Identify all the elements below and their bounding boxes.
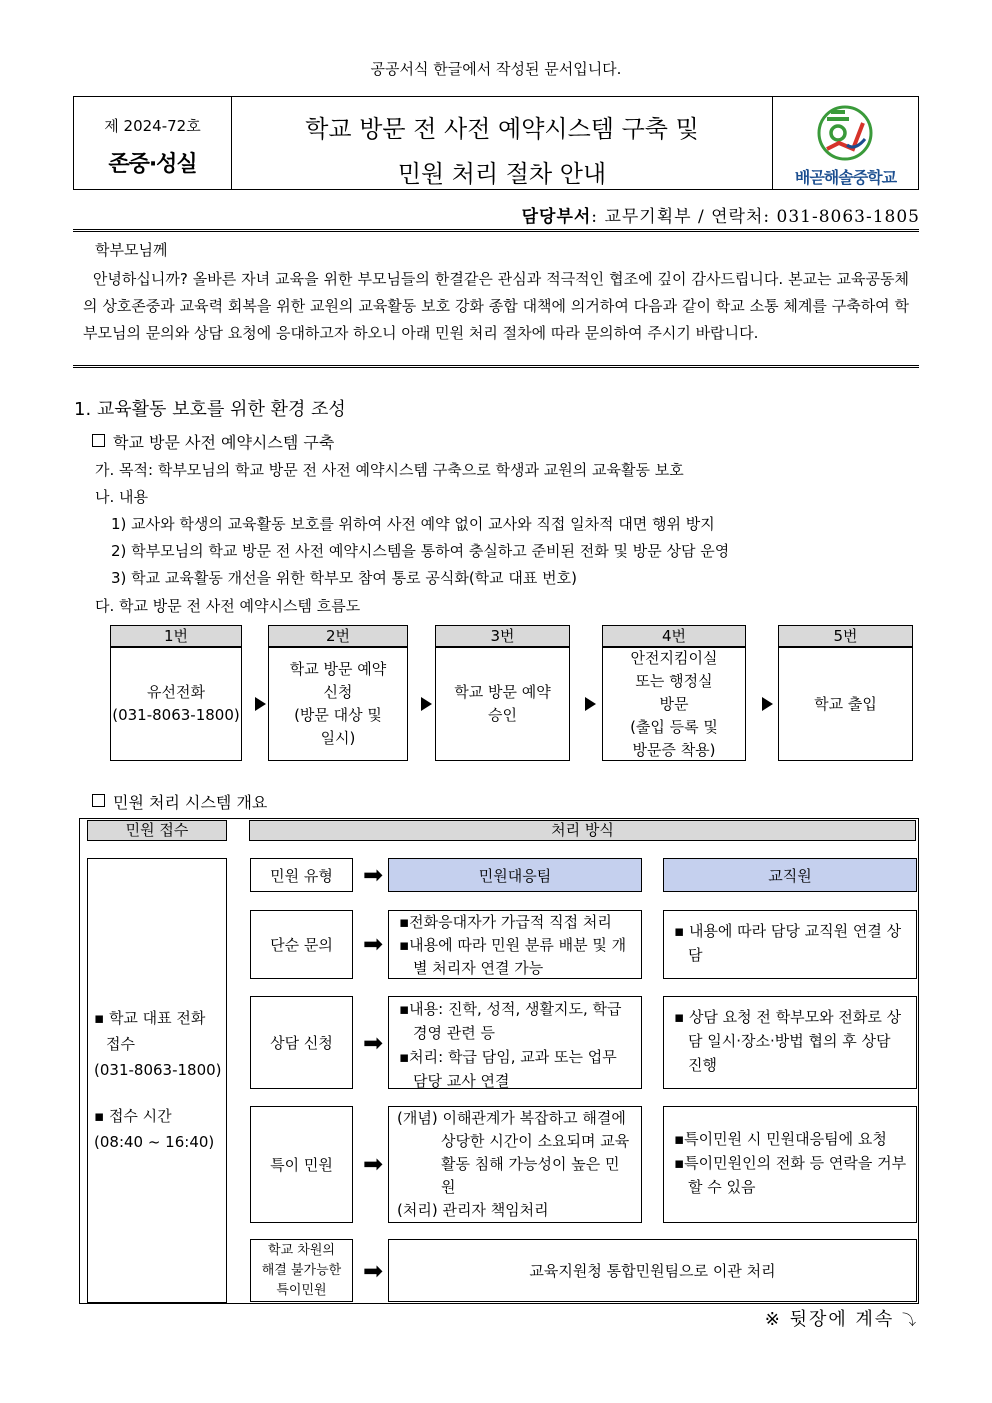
flow-step-1-head: 1번 bbox=[110, 625, 242, 647]
content-item-3: 3) 학교 교육활동 개선을 위한 학부모 참여 통로 공식화(학교 대표 번호) bbox=[111, 569, 578, 587]
row-type: 상담 신청 bbox=[250, 996, 353, 1089]
flow-line: (방문 대상 및 bbox=[294, 706, 382, 724]
team-item: 처리: 학급 담임, 교과 또는 업무 담당 교사 연결 bbox=[409, 1048, 617, 1090]
col-type-head: 민원 유형 bbox=[250, 858, 353, 892]
row-team bbox=[388, 1106, 642, 1223]
intro-paragraph bbox=[83, 266, 909, 347]
flow-line: 유선전화 bbox=[147, 683, 205, 701]
flow-arrow-icon bbox=[762, 697, 773, 711]
flow-step-5 bbox=[778, 647, 913, 761]
staff-item: 특이민원인의 전화 등 연락을 거부할 수 있음 bbox=[684, 1154, 907, 1196]
reception-line: 접수 bbox=[106, 1035, 135, 1053]
intro-box bbox=[73, 229, 919, 368]
section-1-title: 1. 교육활동 보호를 위한 환경 조성 bbox=[74, 399, 346, 420]
flow-step-1 bbox=[110, 647, 242, 761]
flow-line: 신청 bbox=[323, 683, 353, 701]
team-item: 전화응대자가 가급적 직접 처리 bbox=[409, 913, 612, 931]
title-line-2: 민원 처리 절차 안내 bbox=[397, 160, 607, 188]
school-name: 배곧해솔중학교 bbox=[794, 168, 897, 187]
greeting: 학부모님께 bbox=[95, 241, 168, 259]
flow-step-3 bbox=[435, 647, 570, 761]
reception-box bbox=[87, 858, 227, 1303]
flow-step-3-head: 3번 bbox=[435, 625, 570, 647]
flow-step-4 bbox=[602, 647, 746, 761]
header-left-cell bbox=[74, 97, 232, 189]
reception-line: 학교 대표 전화 bbox=[108, 1009, 206, 1027]
flow-step-2-head: 2번 bbox=[268, 625, 408, 647]
title-line-1: 학교 방문 전 사전 예약시스템 구축 및 bbox=[305, 115, 699, 143]
team-item: 내용: 진학, 성적, 생활지도, 학급 경영 관련 등 bbox=[409, 1000, 622, 1042]
checkbox-square-icon bbox=[92, 794, 105, 807]
flow-line: 안전지킴이실 bbox=[630, 648, 718, 667]
sub2-title bbox=[92, 790, 267, 813]
sub1-title bbox=[92, 430, 334, 453]
col-staff-head: 교직원 bbox=[663, 858, 917, 892]
row-staff: ▪ 내용에 따라 담당 교직원 연결 상담 bbox=[663, 910, 917, 979]
flow-step-5-head: 5번 bbox=[778, 625, 913, 647]
reception-head: 민원 접수 bbox=[87, 820, 227, 841]
staff-item: 특이민원 시 민원대응팀에 요청 bbox=[684, 1130, 887, 1148]
reception-text: ▪ 학교 대표 전화 접수 (031-8063-1800) ▪ 접수 시간 (08:40 ~ 16:40) bbox=[94, 1005, 222, 1155]
dept-label: 담당부서 bbox=[521, 207, 592, 227]
school-logo-icon bbox=[813, 103, 877, 163]
flow-line: 학교 방문 예약 bbox=[454, 683, 551, 701]
team-item: 내용에 따라 민원 분류 배분 및 개별 처리자 연결 가능 bbox=[409, 936, 627, 977]
arrow-right-icon: ➡ bbox=[363, 1029, 384, 1057]
continue-text: ※ 뒷장에 계속 bbox=[764, 1309, 895, 1330]
top-note: 공공서식 한글에서 작성된 문서입니다. bbox=[370, 60, 622, 78]
team-item: (처리) 관리자 책임처리 bbox=[397, 1201, 549, 1219]
content-item-1: 1) 교사와 학생의 교육활동 보호를 위하여 사전 예약 없이 교사와 직접 일차적 대면 행위 방지 bbox=[111, 515, 715, 533]
reception-phone: (031-8063-1800) bbox=[94, 1061, 222, 1079]
arrow-right-icon: ➡ bbox=[363, 1150, 384, 1178]
checkbox-square-icon bbox=[92, 434, 105, 447]
flow-line: 승인 bbox=[488, 706, 517, 724]
row-team: ▪내용: 진학, 성적, 생활지도, 학급 경영 관련 등 ▪처리: 학급 담임, 교과 또는 업무 담당 교사 연결 bbox=[388, 996, 642, 1089]
col-team-head: 민원대응팀 bbox=[388, 858, 642, 892]
curved-arrow-icon: ⤵ bbox=[902, 1313, 918, 1329]
purpose-line: 가. 목적: 학부모님의 학교 방문 전 사전 예약시스템 구축으로 학생과 교원의 교육활동 보호 bbox=[95, 461, 684, 479]
sub1-title-text: 학교 방문 사전 예약시스템 구축 bbox=[113, 433, 335, 452]
process-head: 처리 방식 bbox=[249, 820, 916, 841]
arrow-right-icon: ➡ bbox=[363, 930, 384, 958]
row-team: ▪전화응대자가 가급적 직접 처리 ▪내용에 따라 민원 분류 배분 및 개별 처리자 연결 가능 bbox=[388, 910, 642, 979]
last-type-line: 학교 차원의 bbox=[268, 1242, 335, 1258]
row-type: 단순 문의 bbox=[250, 910, 353, 979]
header-title-cell bbox=[232, 97, 772, 189]
intro-body: 안녕하십니까? 올바른 자녀 교육을 위한 부모님들의 한결같은 관심과 적극적인 협조에 깊이 감사드립니다. 본교는 교육공동체의 상호존중과 교육력 회복을 위한 교원의 교육활동 보호 강화 종합 대책에 의거하여 다음과 같이 학교 소통 체계를 구축하여 학부모님의 문의와 상담 요청에 응대하고자 하오니 아래 민원 처리 절차에 따라 문의하여 주시기 바랍니다. bbox=[83, 270, 909, 342]
flow-line: 학교 방문 예약 bbox=[289, 660, 387, 678]
flow-line: 방문 bbox=[659, 694, 689, 713]
row-staff: ▪특이민원 시 민원대응팀에 요청 ▪특이민원인의 전화 등 연락을 거부할 수 있음 bbox=[663, 1106, 917, 1223]
flow-line: 또는 행정실 bbox=[635, 671, 713, 690]
flow-line: (출입 등록 및 bbox=[630, 717, 718, 736]
doc-number: 제 2024-72호 bbox=[104, 117, 201, 135]
flow-line: 방문증 착용) bbox=[632, 740, 716, 759]
arrow-right-icon: ➡ bbox=[363, 861, 384, 889]
staff-item: 내용에 따라 담당 교직원 연결 상담 bbox=[688, 922, 902, 964]
contact-label: 연락처 bbox=[711, 207, 764, 227]
flow-step-4-head: 4번 bbox=[602, 625, 746, 647]
continue-note bbox=[765, 1305, 918, 1331]
flow-arrow-icon bbox=[421, 697, 432, 711]
school-motto: 존중·성실 bbox=[108, 152, 197, 177]
last-row-type bbox=[250, 1239, 353, 1302]
header-logo-cell bbox=[772, 97, 918, 189]
flow-line: 학교 출입 bbox=[814, 694, 877, 713]
content-item-2: 2) 학부모님의 학교 방문 전 사전 예약시스템을 통하여 충실하고 준비된 전화 및 방문 상담 운영 bbox=[111, 542, 730, 560]
dept-value: 교무기획부 bbox=[604, 207, 692, 227]
flow-arrow-icon bbox=[255, 697, 266, 711]
last-row-action: 교육지원청 통합민원팀으로 이관 처리 bbox=[388, 1239, 917, 1302]
contact-value: 031-8063-1805 bbox=[776, 207, 920, 227]
reception-line: 접수 시간 bbox=[108, 1107, 172, 1125]
last-type-line: 특이민원 bbox=[276, 1282, 327, 1298]
flow-line: (031-8063-1800) bbox=[112, 706, 240, 724]
last-type-line: 해결 불가능한 bbox=[261, 1262, 342, 1278]
sub2-title-text: 민원 처리 시스템 개요 bbox=[113, 793, 268, 812]
flow-arrow-icon bbox=[585, 697, 596, 711]
flow-label: 다. 학교 방문 전 사전 예약시스템 흐름도 bbox=[95, 597, 361, 615]
team-item: (개념) 이해관계가 복잡하고 해결에 상당한 시간이 소요되며 교육활동 침해 가능성이 높은 민원 bbox=[397, 1109, 630, 1196]
reception-hours: (08:40 ~ 16:40) bbox=[94, 1133, 215, 1151]
content-label: 나. 내용 bbox=[95, 488, 149, 506]
department-line: 담당부서: 교무기획부 / 연락처: 031-8063-1805 bbox=[521, 207, 920, 227]
flow-step-2 bbox=[268, 647, 408, 761]
staff-item: 상담 요청 전 학부모와 전화로 상담 일시·장소·방법 협의 후 상담 진행 bbox=[688, 1008, 902, 1074]
row-type: 특이 민원 bbox=[250, 1106, 353, 1223]
flow-line: 일시) bbox=[320, 729, 356, 747]
arrow-right-icon: ➡ bbox=[363, 1257, 384, 1285]
row-staff: ▪ 상담 요청 전 학부모와 전화로 상담 일시·장소·방법 협의 후 상담 진행 bbox=[663, 996, 917, 1089]
document-header bbox=[73, 96, 919, 190]
